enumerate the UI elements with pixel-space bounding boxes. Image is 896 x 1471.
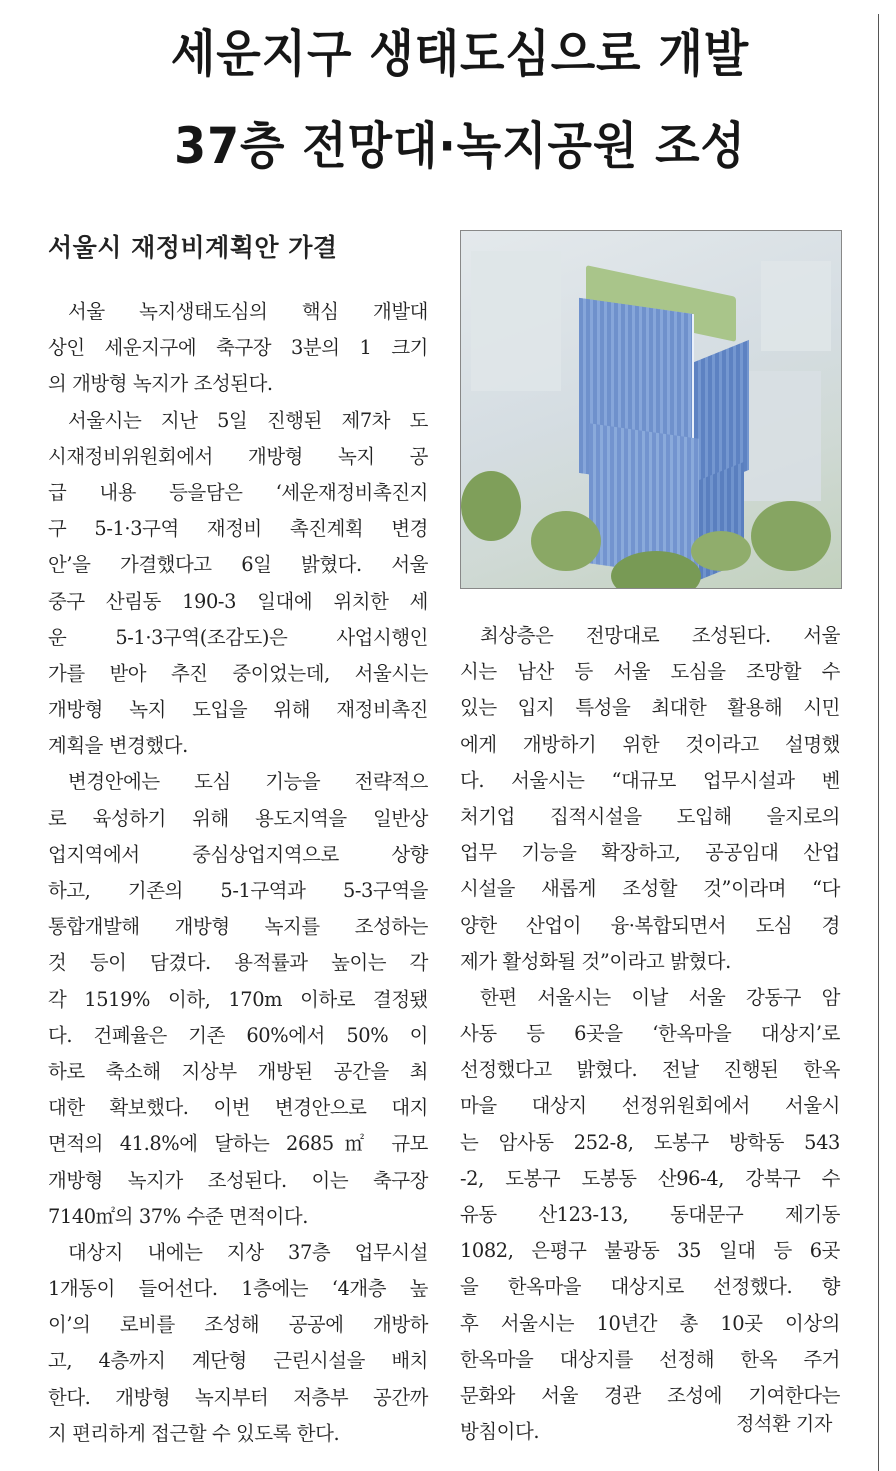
headline [92, 8, 828, 192]
column-divider-rule [878, 14, 879, 1471]
byline: 정석환 기자 [736, 1413, 833, 1435]
article-line: 유동 산123-13, 동대문구 제기동 [460, 1203, 840, 1226]
article-line: 대상지 내에는 지상 37층 업무시설 [68, 1240, 428, 1264]
tree-cluster [691, 531, 751, 571]
article-line: 업무 기능을 확장하고, 공공임대 산업 [460, 841, 840, 865]
article-line: 에게 개방하기 위한 것이라고 설명했 [460, 732, 840, 756]
article-line: 한옥마을 대상지를 선정해 한옥 주거 [460, 1347, 840, 1371]
article-line: 을 한옥마을 대상지로 선정했다. 향 [460, 1275, 840, 1299]
article-column-right [460, 618, 840, 1450]
headline-line-2: 37층 전망대·녹지공원 조성 [174, 117, 746, 175]
article-line: 하고, 기존의 5-1구역과 5-3구역을 [48, 879, 428, 902]
article-line: 통합개발해 개방형 녹지를 조성하는 [48, 915, 428, 939]
tree-cluster [461, 471, 521, 541]
article-line: 중구 산림동 190-3 일대에 위치한 세 [48, 589, 428, 613]
article-line: 고, 4층까지 계단형 근린시설을 배치 [48, 1349, 428, 1373]
article-line: 계획을 변경했다. [48, 734, 188, 758]
article-line: 면적의 41.8%에 달하는 2685㎡ 규모 [48, 1132, 428, 1156]
article-line: 서울 녹지생태도심의 핵심 개발대 [68, 300, 428, 323]
article-line: 각 1519% 이하, 170m 이하로 결정됐 [48, 987, 428, 1011]
background-building [761, 261, 831, 351]
tree-cluster [751, 501, 831, 571]
article-line: 처기업 집적시설을 도입해 을지로의 [460, 804, 840, 828]
article-line: 다. 건폐율은 기존 60%에서 50% 이 [48, 1023, 428, 1047]
article-line: 있는 입지 특성을 최대한 활용해 시민 [460, 696, 840, 720]
article-line: 상인 세운지구에 축구장 3분의 1 크기 [48, 336, 428, 360]
article-line: 1개동이 들어선다. 1층에는 ‘4개층 높 [48, 1277, 428, 1301]
article-line: 서울시는 지난 5일 진행된 제7차 도 [68, 408, 428, 432]
article-line: 1082, 은평구 불광동 35 일대 등 6곳 [460, 1239, 840, 1263]
rendering-photo [460, 230, 842, 589]
article-line: 최상층은 전망대로 조성된다. 서울 [480, 624, 840, 647]
article-line: 것 등이 담겼다. 용적률과 높이는 각 [48, 951, 428, 975]
article-line: 변경안에는 도심 기능을 전략적으 [68, 770, 428, 794]
article-line: 마을 대상지 선정위원회에서 서울시 [460, 1094, 840, 1118]
article-line: 시재정비위원회에서 개방형 녹지 공 [48, 444, 428, 468]
article-line: 의 개방형 녹지가 조성된다. [48, 372, 273, 396]
article-line: 7140㎡의 37% 수준 면적이다. [48, 1204, 309, 1228]
tree-cluster [531, 511, 601, 571]
article-line: 개방형 녹지가 조성된다. 이는 축구장 [48, 1168, 428, 1192]
article-line: 로 육성하기 위해 용도지역을 일반상 [48, 806, 428, 830]
article-line: 한다. 개방형 녹지부터 저층부 공간까 [48, 1385, 428, 1409]
article-line: -2, 도봉구 도봉동 산96-4, 강북구 수 [460, 1166, 840, 1190]
article-line: 가를 받아 추진 중이었는데, 서울시는 [48, 661, 428, 685]
article-line: 개방형 녹지 도입을 위해 재정비촉진 [48, 698, 428, 722]
article-line: 급 내용 등을담은 ‘세운재정비촉진지 [48, 480, 428, 504]
subheadline: 서울시 재정비계획안 가결 [48, 233, 338, 262]
article-line: 업지역에서 중심상업지역으로 상향 [48, 842, 428, 866]
article-line: 다. 서울시는 “대규모 업무시설과 벤 [460, 768, 840, 792]
article-line: 대한 확보했다. 이번 변경안으로 대지 [48, 1096, 428, 1120]
article-line: 선정했다고 밝혔다. 전날 진행된 한옥 [460, 1058, 840, 1082]
article-line: 제가 활성화될 것”이라고 밝혔다. [460, 949, 731, 973]
article-line: 사동 등 6곳을 ‘한옥마을 대상지’로 [460, 1022, 840, 1046]
article-line: 이’의 로비를 조성해 공공에 개방하 [48, 1313, 428, 1337]
article-line: 운 5-1·3구역(조감도)은 사업시행인 [48, 625, 428, 649]
article-line: 방침이다. [460, 1420, 540, 1444]
background-building [471, 251, 561, 391]
article-line: 시설을 새롭게 조성할 것”이라며 “다 [460, 877, 840, 901]
article-line: 안’을 가결했다고 6일 밝혔다. 서울 [48, 553, 428, 577]
article-line: 구 5-1·3구역 재정비 촉진계획 변경 [48, 517, 428, 541]
article-line: 시는 남산 등 서울 도심을 조망할 수 [460, 660, 840, 684]
article-line: 한편 서울시는 이날 서울 강동구 암 [480, 985, 840, 1009]
article-line: 문화와 서울 경관 조성에 기여한다는 [460, 1383, 840, 1407]
headline-line-1: 세운지구 생태도심으로 개발 [170, 25, 750, 83]
article-line: 지 편리하게 접근할 수 있도록 한다. [48, 1421, 340, 1445]
article-line: 양한 산업이 융·복합되면서 도심 경 [460, 913, 840, 937]
article-line: 는 암사동 252-8, 도봉구 방학동 543 [460, 1130, 840, 1154]
article-line: 후 서울시는 10년간 총 10곳 이상의 [460, 1311, 840, 1335]
article-column-left [48, 294, 428, 1452]
article-line: 하로 축소해 지상부 개방된 공간을 최 [48, 1059, 428, 1083]
